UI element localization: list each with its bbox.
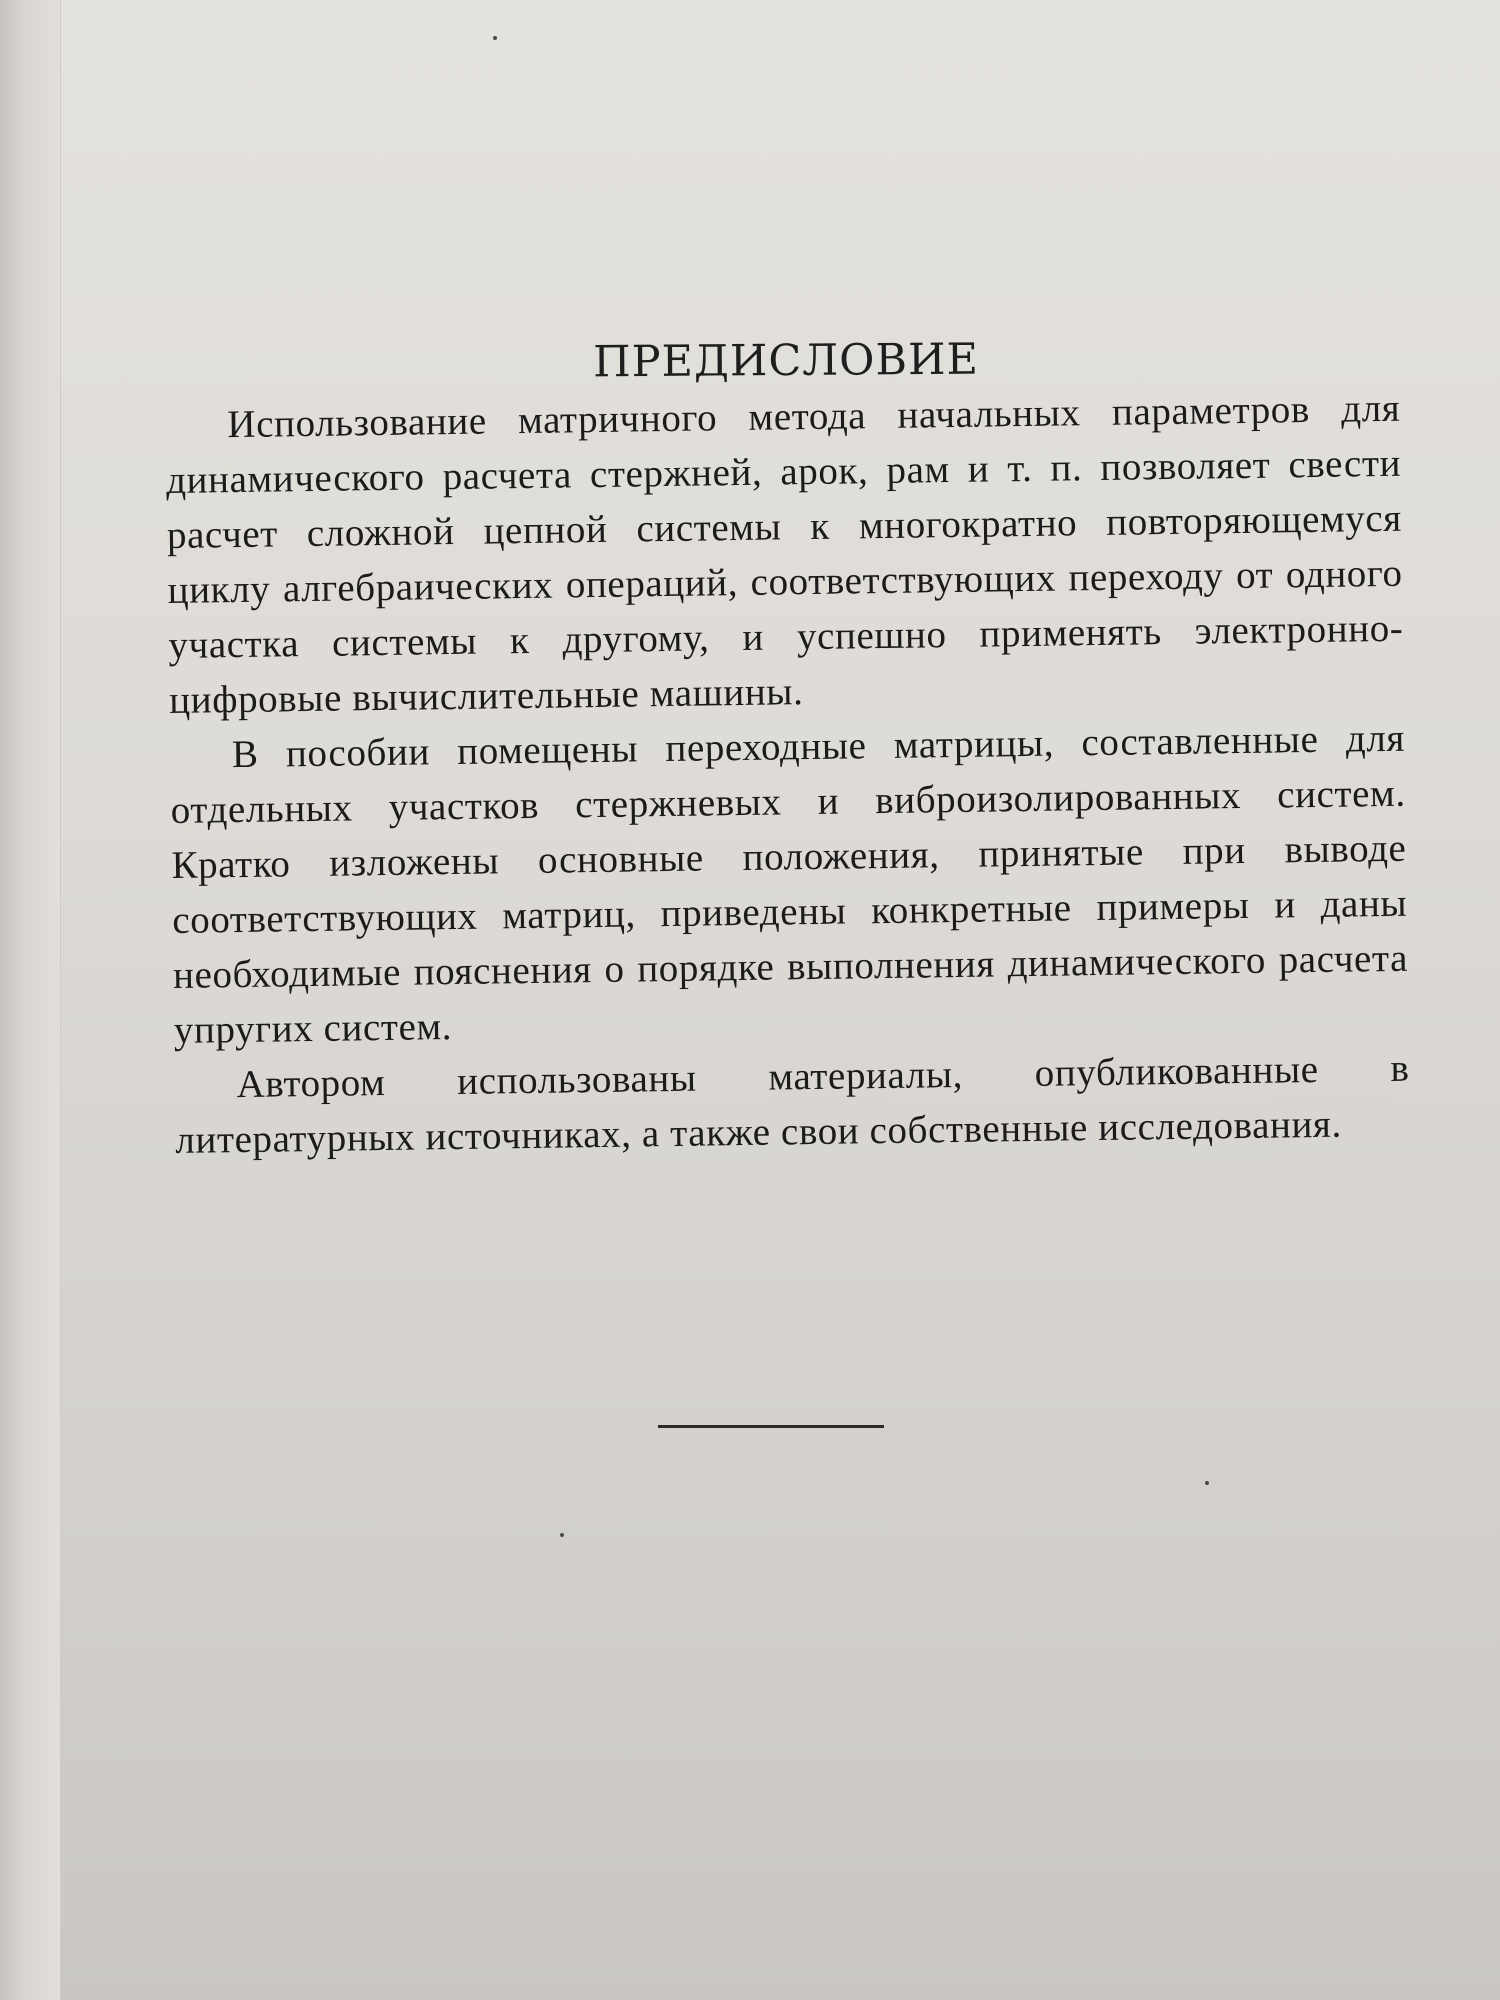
paragraph-1: Использование матричного метода начальных параметров для динамического расчета стержней, арок, рам и т. п. позволяет свести расчет сложной цепной системы к многократно повторяющемуся циклу алгебраических операций, соответствующих переходу от одного участка системы к другому, и успешно применять электронно-цифровые вычислительные машины. [165,386,1404,722]
page-title: ПРЕДИСЛОВИЕ [592,334,980,388]
section-end-rule [658,1425,884,1428]
paper-speck [493,36,497,40]
paragraph-2: В пособии помещены переходные матрицы, составленные для отдельных участков стержневых и виброизолированных систем. Кратко изложены основные положения, принятые при выводе соответствующих матриц, приведены конкретные примеры и даны необходимые пояснения о порядке выполнения динамического расчета упругих систем. [170,716,1409,1052]
page-binding-edge [0,0,61,2000]
paragraph-3: Автором использованы материалы, опубликованные в литературных источниках, а также свои собственные исследования. [175,1046,1410,1162]
paper-speck [560,1533,564,1537]
preface-body [165,381,1411,1168]
paper-speck [1205,1481,1209,1485]
